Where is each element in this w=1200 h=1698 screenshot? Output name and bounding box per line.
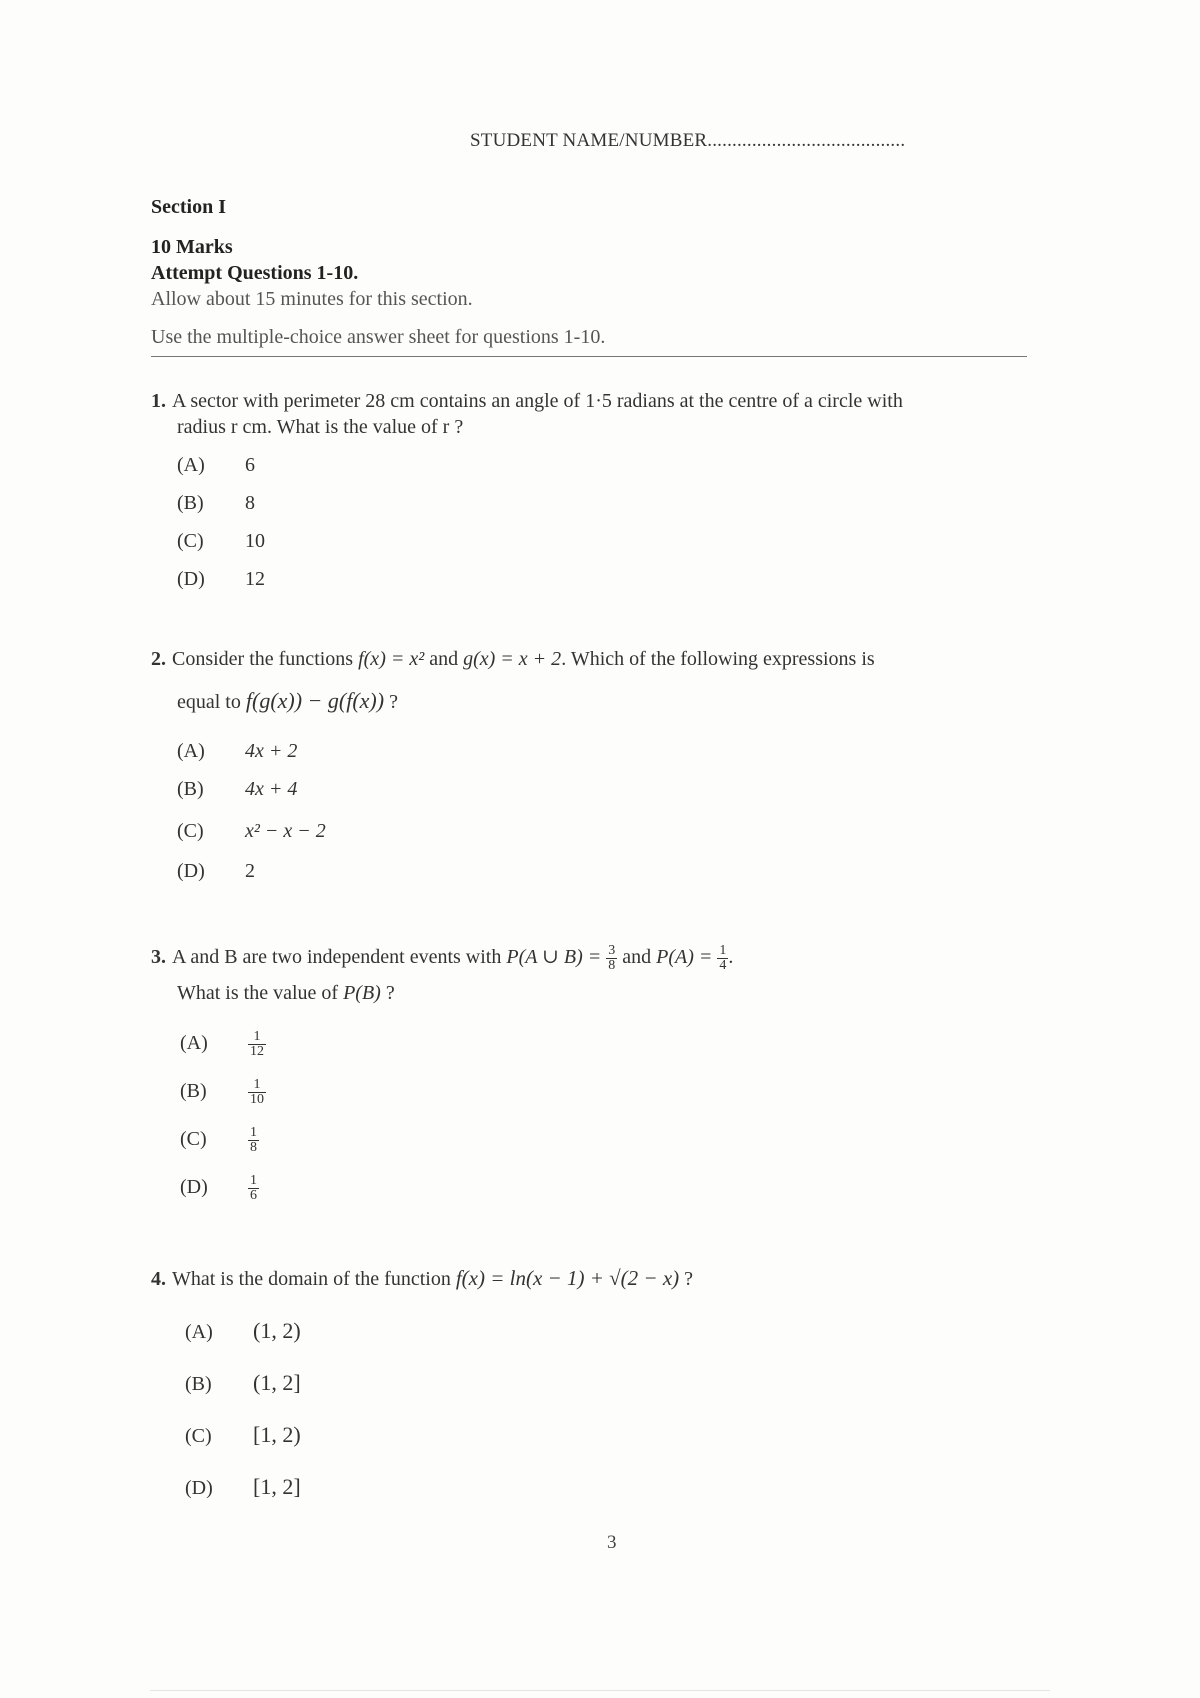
question-2-g-definition: g(x) = x + 2	[463, 648, 562, 670]
q2-option-b-value: 4x + 4	[245, 778, 298, 800]
question-3-and: and	[622, 946, 652, 969]
question-2-text-a: Consider the functions	[172, 648, 354, 670]
q1-option-b-value: 8	[245, 492, 255, 514]
q3-option-d-label: (D)	[180, 1176, 208, 1199]
q1-option-a	[177, 454, 255, 477]
q3-option-c-numerator: 1	[250, 1125, 257, 1140]
question-4	[151, 1266, 693, 1291]
q4-option-c-label: (C)	[185, 1425, 212, 1447]
question-4-function: f(x) = ln(x − 1) + √(2 − x)	[455, 1266, 680, 1290]
q2-option-d	[177, 860, 255, 883]
q2-option-c-value: x² − x − 2	[245, 820, 326, 842]
q3-option-a-denominator: 12	[250, 1044, 264, 1059]
question-3-question-mark: ?	[385, 982, 395, 1004]
q1-option-c	[177, 530, 265, 553]
q3-option-a	[180, 1030, 266, 1059]
section-divider	[151, 356, 1027, 357]
q3-option-c	[180, 1126, 259, 1155]
question-2-question-mark: ?	[389, 691, 398, 713]
question-2-equal-to: equal to	[177, 691, 241, 713]
question-3-p-a-fraction	[717, 944, 728, 973]
q3-option-a-numerator: 1	[248, 1030, 266, 1045]
q4-option-d-value: [1, 2]	[253, 1474, 301, 1499]
scan-edge-line	[150, 1690, 1050, 1691]
q2-option-d-label: (D)	[177, 860, 205, 882]
question-3-p-union-denominator: 8	[608, 958, 616, 973]
q1-option-d-value: 12	[245, 568, 265, 590]
question-2-number: 2.	[151, 648, 166, 670]
question-3-p-union-fraction	[606, 944, 617, 973]
q1-option-a-label: (A)	[177, 454, 205, 476]
q2-option-b	[177, 778, 297, 801]
q3-option-d-numerator: 1	[250, 1173, 257, 1188]
q1-option-a-value: 6	[245, 454, 255, 476]
question-3-p-union: P(A ∪ B) =	[506, 946, 602, 969]
q1-option-d	[177, 568, 265, 591]
question-2-line2	[177, 688, 398, 714]
question-1-text-line2: radius r cm. What is the value of r ?	[177, 416, 464, 438]
question-2-text-b: . Which of the following expressions is	[561, 648, 875, 670]
section-instructions: Use the multiple-choice answer sheet for questions 1-10.	[151, 326, 606, 348]
question-1	[151, 390, 903, 413]
q1-option-b-label: (B)	[177, 492, 204, 514]
q4-option-a-label: (A)	[185, 1321, 213, 1343]
question-3	[151, 944, 733, 973]
q1-option-c-value: 10	[245, 530, 265, 552]
question-3-p-b: P(B)	[343, 982, 381, 1004]
q4-option-c-value: [1, 2)	[253, 1422, 301, 1447]
question-2	[151, 648, 875, 671]
question-3-period: .	[728, 946, 734, 969]
q3-option-d-fraction	[248, 1174, 259, 1203]
student-name-field	[470, 130, 905, 152]
question-1-number: 1.	[151, 390, 166, 412]
question-1-text-line1: A sector with perimeter 28 cm contains an angle of 1·5 radians at the centre of a circle with	[172, 390, 903, 412]
question-2-and: and	[429, 648, 459, 670]
q4-option-a-value: (1, 2)	[253, 1318, 301, 1343]
question-3-line2	[177, 982, 395, 1005]
q1-option-d-label: (D)	[177, 568, 205, 590]
q3-option-b-label: (B)	[180, 1080, 207, 1103]
question-4-question-mark: ?	[684, 1268, 694, 1290]
question-3-p-union-numerator: 3	[608, 943, 616, 958]
q3-option-d-denominator: 6	[250, 1188, 257, 1203]
section-marks: 10 Marks	[151, 236, 233, 258]
section-title: Section I	[151, 196, 226, 218]
q4-option-c	[185, 1422, 301, 1448]
question-3-text-c: What is the value of	[177, 982, 339, 1004]
q2-option-d-value: 2	[245, 860, 255, 882]
section-time-allowance: Allow about 15 minutes for this section.	[151, 288, 473, 310]
q4-option-d	[185, 1474, 301, 1500]
question-4-number: 4.	[151, 1268, 166, 1290]
q2-option-c-label: (C)	[177, 820, 204, 842]
q3-option-b-numerator: 1	[248, 1078, 266, 1093]
q3-option-b-denominator: 10	[250, 1092, 264, 1107]
q1-option-c-label: (C)	[177, 530, 204, 552]
question-4-text-a: What is the domain of the function	[172, 1268, 451, 1290]
q2-option-a-label: (A)	[177, 740, 205, 762]
q4-option-d-label: (D)	[185, 1477, 213, 1499]
q4-option-a	[185, 1318, 301, 1344]
q2-option-a	[177, 740, 297, 763]
q3-option-c-fraction	[248, 1126, 259, 1155]
question-3-p-a-denominator: 4	[719, 958, 727, 973]
q4-option-b-label: (B)	[185, 1373, 212, 1395]
question-3-text-a: A and B are two independent events with	[172, 946, 502, 969]
student-name-dots: ........................................	[707, 130, 906, 151]
section-attempt: Attempt Questions 1-10.	[151, 262, 359, 284]
question-2-expression: f(g(x)) − g(f(x))	[245, 688, 385, 713]
question-3-p-a: P(A) =	[656, 946, 713, 969]
q1-option-b	[177, 492, 255, 515]
question-3-number: 3.	[151, 946, 166, 969]
q3-option-a-fraction	[248, 1030, 266, 1059]
q3-option-a-label: (A)	[180, 1032, 208, 1055]
student-name-label: STUDENT NAME/NUMBER	[470, 130, 708, 151]
q3-option-b-fraction	[248, 1078, 266, 1107]
question-3-p-a-numerator: 1	[719, 943, 727, 958]
q2-option-b-label: (B)	[177, 778, 204, 800]
q3-option-b	[180, 1078, 266, 1107]
question-2-f-definition: f(x) = x²	[358, 648, 425, 670]
page-number: 3	[607, 1532, 617, 1553]
q3-option-c-denominator: 8	[250, 1140, 257, 1155]
q2-option-c	[177, 820, 326, 843]
q3-option-c-label: (C)	[180, 1128, 207, 1151]
q4-option-b	[185, 1370, 301, 1396]
q3-option-d	[180, 1174, 259, 1203]
q4-option-b-value: (1, 2]	[253, 1370, 301, 1395]
q2-option-a-value: 4x + 2	[245, 740, 298, 762]
